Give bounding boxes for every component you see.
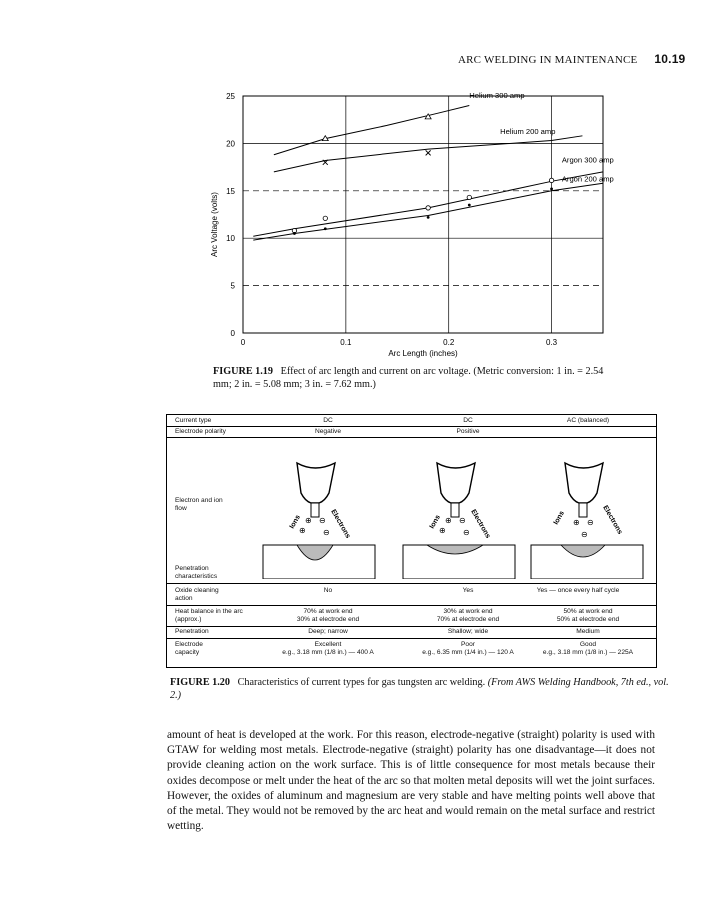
y-tick-label: 15: [226, 186, 235, 196]
arc-voltage-chart: [205, 88, 615, 358]
row-label-flow: Electron and ion flow: [175, 497, 223, 512]
x-tick-label: 0.2: [443, 338, 455, 347]
running-header: [458, 52, 685, 66]
col1-heat-electrode: 30% at electrode end: [296, 616, 360, 623]
data-point-circle: [426, 206, 430, 210]
data-point-dot: [468, 204, 471, 207]
data-point-circle: [467, 195, 471, 199]
figure-1-19-text: Effect of arc length and current on arc voltage. (Metric conversion: 1 in. = 2.54 mm; 2 in. = 5.08 mm; 3 in. = 7.62 mm.): [213, 366, 604, 390]
col3-capacity: Good: [579, 641, 597, 648]
torch-nozzle-icon: [437, 463, 475, 503]
ac-torch-diagram: [527, 459, 647, 579]
series-line-3: [253, 183, 603, 240]
col1-capacity-example: e.g., 3.18 mm (1/8 in.) — 400 A: [282, 649, 374, 656]
series-line-1: [274, 136, 583, 172]
y-tick-label: 10: [226, 234, 235, 244]
electron-minus-icon: ⊖: [587, 518, 594, 527]
y-tick-label: 25: [226, 92, 235, 101]
page-number: 10.19: [654, 52, 686, 66]
tungsten-electrode-icon: [311, 503, 319, 517]
running-title: ARC WELDING IN MAINTENANCE: [458, 54, 638, 66]
x-axis-label: Arc Length (inches): [388, 349, 458, 358]
figure-1-20-caption: [170, 677, 670, 702]
col3-capacity-example: e.g., 3.18 mm (1/8 in.) — 225A: [542, 649, 634, 656]
col2-polarity: Positive: [456, 428, 480, 435]
data-point-circle: [323, 216, 327, 220]
electron-minus-icon: ⊖: [463, 528, 470, 537]
col2-current: DC: [463, 417, 473, 424]
tungsten-electrode-icon: [579, 503, 587, 517]
col1-polarity: Negative: [314, 428, 342, 435]
row-label-penetration-characteristics: Penetration characteristics: [175, 565, 218, 580]
legend-label-1: Helium 200 amp: [500, 126, 556, 136]
col2-penetration: Shallow; wide: [447, 628, 489, 635]
col1-oxide: No: [323, 587, 333, 594]
row-label-capacity: Electrode capacity: [175, 641, 203, 656]
electron-minus-icon: ⊖: [323, 528, 330, 537]
col2-heat-work: 30% at work end: [443, 608, 493, 615]
tungsten-electrode-icon: [451, 503, 459, 517]
row-label-oxide: Oxide cleaning action: [175, 587, 219, 602]
figure-1-20-text: Characteristics of current types for gas tungsten arc welding.: [237, 677, 486, 688]
col3-heat-work: 50% at work end: [563, 608, 613, 615]
data-point-x: [426, 150, 431, 155]
row-label-current-type: Current type: [175, 417, 212, 424]
electron-minus-icon: ⊖: [459, 516, 466, 525]
figure-1-20-source: (From AWS Welding Handbook, 7th ed., vol. 2.): [170, 677, 669, 701]
electrons-label: Electrons: [469, 508, 492, 540]
col3-oxide: Yes — once every half cycle: [536, 587, 620, 594]
legend-label-3: Argon 200 amp: [561, 174, 614, 184]
y-axis-label: Arc Voltage (volts): [210, 192, 219, 257]
ion-plus-icon: ⊕: [299, 526, 306, 535]
x-tick-label: 0.1: [340, 338, 352, 347]
data-point-dot: [550, 188, 553, 191]
electron-minus-icon: ⊖: [319, 516, 326, 525]
ion-plus-icon: ⊕: [445, 516, 452, 525]
col2-capacity-example: e.g., 6.35 mm (1/4 in.) — 120 A: [422, 649, 514, 656]
ion-plus-icon: ⊕: [573, 518, 580, 527]
ions-label: Ions: [428, 514, 442, 530]
col2-capacity: Poor: [461, 641, 475, 648]
col3-penetration: Medium: [576, 628, 600, 635]
gtaw-current-type-table: [166, 414, 657, 668]
legend-label-2: Argon 300 amp: [561, 155, 614, 165]
col1-penetration: Deep; narrow: [308, 628, 348, 635]
y-tick-label: 20: [226, 139, 235, 149]
ion-plus-icon: ⊕: [439, 526, 446, 535]
x-tick-label: 0.3: [546, 338, 558, 347]
legend-label-0: Helium 300 amp: [469, 90, 525, 100]
dcen-torch-diagram: [259, 459, 379, 579]
body-paragraph: amount of heat is developed at the work. For this reason, electrode-negative (straight) polarity is used with GTAW for welding most metals. Electrode-negative (straight) polarity has one disadvantage—it does not provide cleaning action on the work surface. This is of little consequence for most metals because their oxides decompose or melt under the heat of the arc so that molten metal deposits will wet the joint surfaces. However, the oxides of aluminum and magnesium are very stable and have melting points well above that of the metal. They would not be removed by the arc heat and would remain on the metal surface and restrict wetting.: [167, 729, 655, 833]
row-label-heat: Heat balance in the arc (approx.): [175, 608, 243, 623]
col3-current: AC (balanced): [566, 417, 610, 424]
data-point-dot: [324, 227, 327, 230]
electrons-label: Electrons: [601, 504, 624, 536]
y-tick-label: 5: [230, 281, 235, 291]
data-point-dot: [293, 232, 296, 235]
ions-label: Ions: [288, 514, 302, 530]
y-tick-label: 0: [230, 329, 235, 338]
electrons-label: Electrons: [329, 508, 352, 540]
torch-nozzle-icon: [565, 463, 603, 503]
figure-1-20-label: FIGURE 1.20: [170, 677, 230, 688]
data-point-dot: [427, 216, 430, 219]
data-point-circle: [549, 178, 553, 182]
electron-minus-icon: ⊖: [581, 530, 588, 539]
col1-capacity: Excellent: [314, 641, 342, 648]
torch-nozzle-icon: [297, 463, 335, 503]
ion-plus-icon: ⊕: [305, 516, 312, 525]
col1-current: DC: [323, 417, 333, 424]
ions-label: Ions: [552, 510, 566, 526]
col2-oxide: Yes: [462, 587, 474, 594]
col1-heat-work: 70% at work end: [303, 608, 353, 615]
figure-1-19-caption: [213, 366, 623, 391]
series-line-0: [274, 105, 469, 154]
row-label-penetration: Penetration: [175, 628, 209, 635]
col2-heat-electrode: 70% at electrode end: [436, 616, 500, 623]
x-tick-label: 0: [240, 338, 246, 347]
figure-1-19-label: FIGURE 1.19: [213, 366, 273, 377]
col3-heat-electrode: 50% at electrode end: [556, 616, 620, 623]
row-label-polarity: Electrode polarity: [175, 428, 226, 435]
dcep-torch-diagram: [399, 459, 519, 579]
